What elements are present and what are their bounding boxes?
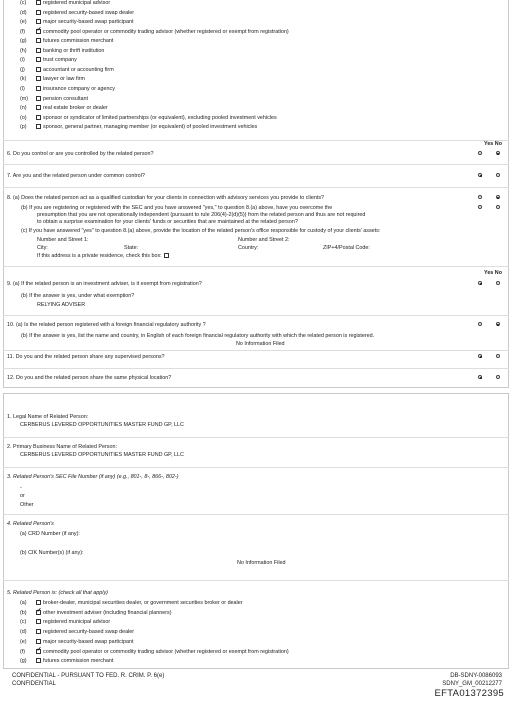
q12-yes-radio[interactable] xyxy=(478,375,482,379)
q10b-answer: No Information Filed xyxy=(236,341,285,347)
q8c-text: (c) If you have answered "yes" to question 8.(a) above, provide the location of the related person's office responsible for custody of your clients' assets: xyxy=(21,228,381,234)
checkbox-row xyxy=(20,38,113,45)
item-letter: (i) xyxy=(20,57,25,64)
item-label: futures commission merchant xyxy=(43,658,114,665)
item-letter: (h) xyxy=(20,47,27,54)
q8b-no-radio[interactable] xyxy=(496,205,500,209)
checkbox-row xyxy=(20,67,114,74)
address-state-label: State: xyxy=(124,245,139,251)
checkbox-row xyxy=(20,124,257,131)
cik-number-label: (b) CIK Number(s) (if any): xyxy=(20,550,84,556)
checkbox-row xyxy=(20,29,289,36)
q7-radios xyxy=(476,173,502,177)
checkbox-row xyxy=(20,57,77,64)
checkbox-row xyxy=(20,610,172,617)
item-checkbox[interactable] xyxy=(36,610,41,615)
checkbox-row xyxy=(20,619,110,626)
legal-name-label xyxy=(7,414,88,421)
address-country-label: Country: xyxy=(238,245,259,251)
bates-number-1: DB-SDNY-0086093 xyxy=(450,673,502,679)
related-person-is-label: 5. Related Person is: (check all that apply) xyxy=(7,590,108,596)
divider xyxy=(3,467,509,468)
divider xyxy=(3,437,509,438)
crd-number-label: (a) CRD Number (if any): xyxy=(20,531,80,537)
related-person-section-top xyxy=(3,0,509,388)
legal-name-label-text: 1. Legal Name of Related Person: xyxy=(7,414,89,420)
q9b-text: (b) If the answer is yes, under what exemption? xyxy=(21,293,135,299)
private-residence-label: If this address is a private residence, check this box: xyxy=(37,253,162,259)
sec-file-number-value: - xyxy=(20,485,22,491)
item-letter: (k) xyxy=(20,76,27,83)
q10a-no-radio[interactable] xyxy=(496,322,500,326)
q9a-yes-radio[interactable] xyxy=(478,281,482,285)
item-label: sponsor, general partner, managing member (or equivalent) of pooled investment vehicles xyxy=(43,124,258,131)
q11-no-radio[interactable] xyxy=(496,354,500,358)
checkbox-row xyxy=(20,76,85,83)
business-name-label: 2. Primary Business Name of Related Person: xyxy=(7,444,117,450)
item-checkbox[interactable] xyxy=(36,10,41,15)
item-checkbox[interactable] xyxy=(36,48,41,53)
item-letter: (e) xyxy=(20,638,27,645)
item-label: futures commission merchant xyxy=(43,38,114,45)
item-checkbox[interactable] xyxy=(36,658,41,663)
item-letter: (f) xyxy=(20,28,26,35)
checkbox-row xyxy=(20,629,134,636)
q8a-yes-radio[interactable] xyxy=(478,195,482,199)
item-letter: (l) xyxy=(20,85,25,92)
divider xyxy=(3,514,509,515)
item-label: registered municipal advisor xyxy=(43,0,111,6)
divider xyxy=(3,140,509,141)
q9a-no-radio[interactable] xyxy=(496,281,500,285)
item-label: registered security-based swap dealer xyxy=(43,9,135,16)
q6-radios xyxy=(476,151,502,155)
sec-file-number-label: 3. Related Person's SEC File Number (if any) (e.g., 801-, 8-, 866-, 802-) xyxy=(7,474,179,480)
item-letter: (b) xyxy=(20,609,27,616)
item-label: pension consultant xyxy=(43,95,88,102)
q7-no-radio[interactable] xyxy=(496,173,500,177)
item-label: accountant or accounting firm xyxy=(43,66,114,73)
q6-text: 6. Do you control or are you controlled by the related person? xyxy=(7,151,154,157)
q10a-text: 10. (a) Is the related person registered with a foreign financial regulatory authority ? xyxy=(7,322,206,328)
item-label: major security-based swap participant xyxy=(43,19,134,26)
item-letter: (g) xyxy=(20,38,27,45)
checkbox-row xyxy=(20,649,289,656)
item-label: commodity pool operator or commodity trading advisor (whether registered or exempt from registration) xyxy=(43,648,289,655)
q8b-radios xyxy=(476,205,502,209)
q8b-line2: presumption that you are not operationally independent (pursuant to rule 206(4)-2(d)(5)) from the related person and thus are not required xyxy=(37,212,366,218)
q12-no-radio[interactable] xyxy=(496,375,500,379)
checkbox-row xyxy=(20,600,243,607)
item-label: sponsor or syndicator of limited partnerships (or equivalent), excluding pooled investment vehicles xyxy=(43,114,277,121)
yes-no-header: Yes No xyxy=(484,141,502,147)
q9a-text: 9. (a) If the related person is an investment adviser, is it exempt from registration? xyxy=(7,281,202,287)
item-checkbox[interactable] xyxy=(36,600,41,605)
item-checkbox[interactable] xyxy=(36,115,41,120)
item-checkbox[interactable] xyxy=(36,19,41,24)
q8a-text: 8. (a) Does the related person act as a qualified custodian for your clients in connection with advisory services you provide to clients? xyxy=(7,195,325,201)
item-label: other investment adviser (including financial planners) xyxy=(43,609,172,616)
address-city-label: City: xyxy=(37,245,48,251)
checkbox-row xyxy=(20,105,108,112)
or-label: or xyxy=(20,493,25,499)
business-name-value: CERBERUS LEVERED OPPORTUNITIES MASTER FUND GP, LLC xyxy=(20,452,184,458)
yes-no-header: Yes No xyxy=(484,270,502,276)
q8b-line3: to obtain a surprise examination for your clients' funds or securities that are maintained at the related person? xyxy=(37,219,298,225)
item-checkbox[interactable] xyxy=(36,649,41,654)
item-letter: (j) xyxy=(20,66,25,73)
checkbox-row xyxy=(20,48,104,55)
bates-number-2: SDNY_GM_00212277 xyxy=(442,681,502,687)
q8a-radios xyxy=(476,195,502,199)
item-letter: (p) xyxy=(20,124,27,131)
q10a-radios xyxy=(476,322,502,326)
q6-yes-radio[interactable] xyxy=(478,151,482,155)
item-letter: (d) xyxy=(20,9,27,16)
q10a-yes-radio[interactable] xyxy=(478,322,482,326)
item-checkbox[interactable] xyxy=(36,0,41,5)
item-checkbox[interactable] xyxy=(36,629,41,634)
item-letter: (a) xyxy=(20,600,27,606)
item-letter: (n) xyxy=(20,105,27,112)
efta-number: EFTA01372395 xyxy=(434,688,504,699)
other-label: Other xyxy=(20,502,34,508)
checkbox-row xyxy=(20,639,133,646)
item-label: major security-based swap participant xyxy=(43,638,134,645)
private-residence-row xyxy=(37,253,171,260)
checkbox-row xyxy=(20,115,277,122)
item-label: insurance company or agency xyxy=(43,85,115,92)
item-checkbox[interactable] xyxy=(36,639,41,644)
item-checkbox[interactable] xyxy=(36,29,41,34)
item-checkbox[interactable] xyxy=(36,619,41,624)
legal-name-value: CERBERUS LEVERED OPPORTUNITIES MASTER FUND GP, LLC xyxy=(20,422,184,428)
q11-yes-radio[interactable] xyxy=(478,354,482,358)
q7-text: 7. Are you and the related person under common control? xyxy=(7,173,145,179)
item-label: banking or thrift institution xyxy=(43,47,105,54)
q8a-no-radio[interactable] xyxy=(496,195,500,199)
address-zip-label: ZIP+4/Postal Code: xyxy=(323,245,370,251)
q10b-text: (b) If the answer is yes, list the name and country, in English of each foreign financial regulatory authority with which the related person is registered. xyxy=(21,333,375,339)
item-label: registered municipal advisor xyxy=(43,619,111,626)
q9a-radios xyxy=(476,281,502,285)
item-letter: (c) xyxy=(20,619,27,626)
q6-no-radio[interactable] xyxy=(496,151,500,155)
item-label: lawyer or law firm xyxy=(43,76,85,83)
q7-yes-radio[interactable] xyxy=(478,173,482,177)
divider xyxy=(3,580,509,581)
divider xyxy=(3,266,509,267)
item-letter: (g) xyxy=(20,658,27,665)
item-checkbox[interactable] xyxy=(36,76,41,81)
divider xyxy=(3,164,509,165)
item-label: real estate broker or dealer xyxy=(43,105,108,112)
q12-radios xyxy=(476,375,502,379)
confidential-label: CONFIDENTIAL xyxy=(12,681,57,687)
checkbox-row xyxy=(20,10,134,17)
item-letter: (m) xyxy=(20,95,29,102)
item-checkbox[interactable] xyxy=(36,86,41,91)
q9b-answer: RELYING ADVISER xyxy=(37,302,86,308)
divider xyxy=(3,368,509,369)
q8b-yes-radio[interactable] xyxy=(478,205,482,209)
divider xyxy=(3,315,509,316)
checkbox-row xyxy=(20,19,133,26)
item-checkbox[interactable] xyxy=(36,124,41,129)
item-label: commodity pool operator or commodity trading advisor (whether registered or exempt from registration) xyxy=(43,28,289,35)
address-street2-label: Number and Street 2: xyxy=(238,237,290,243)
item-letter: (o) xyxy=(20,114,27,121)
divider xyxy=(3,187,509,188)
q11-text: 11. Do you and the related person share any supervised persons? xyxy=(7,354,165,360)
divider xyxy=(3,350,509,351)
checkbox-row xyxy=(20,658,113,665)
q12-text: 12. Do you and the related person share the same physical location? xyxy=(7,375,172,381)
cik-number-answer: No Information Filed xyxy=(237,560,286,566)
item-label: trust company xyxy=(43,57,77,64)
checkbox-row xyxy=(20,86,115,93)
item-checkbox[interactable] xyxy=(36,105,41,110)
address-street1-label: Number and Street 1: xyxy=(37,237,89,243)
item-label: registered security-based swap dealer xyxy=(43,629,135,636)
q11-radios xyxy=(476,354,502,358)
item-letter: (d) xyxy=(20,629,27,636)
confidential-notice: CONFIDENTIAL - PURSUANT TO FED. R. CRIM. P. 6(e) xyxy=(12,673,165,679)
item-label: broker-dealer, municipal securities dealer, or government securities broker or dealer xyxy=(43,600,243,606)
item-checkbox[interactable] xyxy=(36,38,41,43)
q8b-line1: (b) If you are registering or registered with the SEC and you have answered "yes," to question 8.(a) above, have you overcome the xyxy=(21,205,333,211)
item-checkbox[interactable] xyxy=(36,57,41,62)
item-checkbox[interactable] xyxy=(36,67,41,72)
related-person-ids-label: 4. Related Person's xyxy=(7,521,54,527)
checkbox-row xyxy=(20,96,88,103)
checkbox-row xyxy=(20,0,110,7)
item-checkbox[interactable] xyxy=(36,96,41,101)
private-residence-checkbox[interactable] xyxy=(164,253,169,258)
item-letter: (c) xyxy=(20,0,27,6)
item-letter: (f) xyxy=(20,648,26,655)
item-letter: (e) xyxy=(20,19,27,26)
